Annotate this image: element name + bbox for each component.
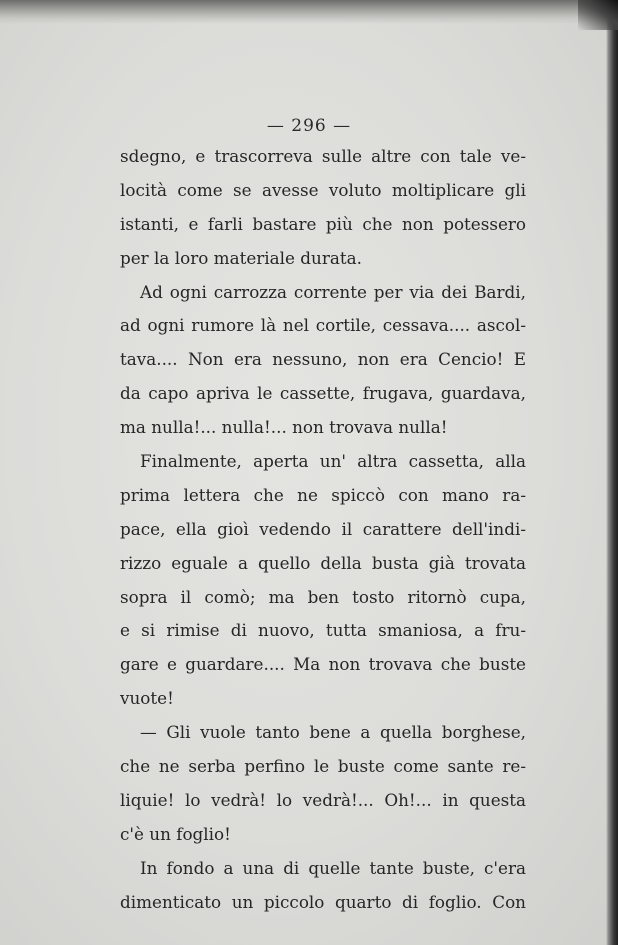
text-line: per la loro materiale durata. [120,247,362,268]
text-line: gare e guardare.... Ma non trovava che buste [120,654,526,675]
text-line: rizzo eguale a quello della busta già trovata [120,552,526,573]
text-line: vuote! [120,688,174,709]
text-line: dimenticato un piccolo quarto di foglio. Con [120,891,526,912]
text-line: prima lettera che ne spiccò con mano ra- [120,484,526,505]
page-top-edge-shadow [0,0,618,24]
text-line: e si rimise di nuovo, tutta smaniosa, a fru- [120,620,526,641]
text-line: che ne serba perfino le buste come sante re- [120,756,526,777]
text-line: ma nulla!... nulla!... non trovava nulla! [120,417,448,438]
page-right-edge-shadow [606,0,618,945]
text-line: sdegno, e trascorreva sulle altre con tale ve- [120,146,526,166]
text-line: locità come se avesse voluto moltiplicare gli [120,179,526,200]
body-text [120,140,526,919]
text-line: c'è un foglio! [120,823,231,844]
text-line: In fondo a una di quelle tante buste, c'era [140,857,526,878]
text-line: ad ogni rumore là nel cortile, cessava.... ascol- [120,315,526,336]
page-number: — 296 — [266,116,352,136]
text-line: liquie! lo vedrà! lo vedrà!... Oh!... in questa [120,789,526,810]
text-line: istanti, e farli bastare più che non potessero [120,213,526,234]
text-line: — Gli vuole tanto bene a quella borghese, [140,722,526,743]
text-line: Ad ogni carrozza corrente per via dei Bardi, [140,281,526,302]
text-line: sopra il comò; ma ben tosto ritornò cupa, [120,586,526,607]
text-line: tava.... Non era nessuno, non era Cencio! E [120,349,526,370]
page-corner-shadow [578,0,618,30]
text-line: pace, ella gioì vedendo il carattere dell'indi- [120,518,526,539]
text-line: da capo apriva le cassette, frugava, guardava, [120,383,526,404]
text-line: Finalmente, aperta un' altra cassetta, alla [140,451,526,472]
